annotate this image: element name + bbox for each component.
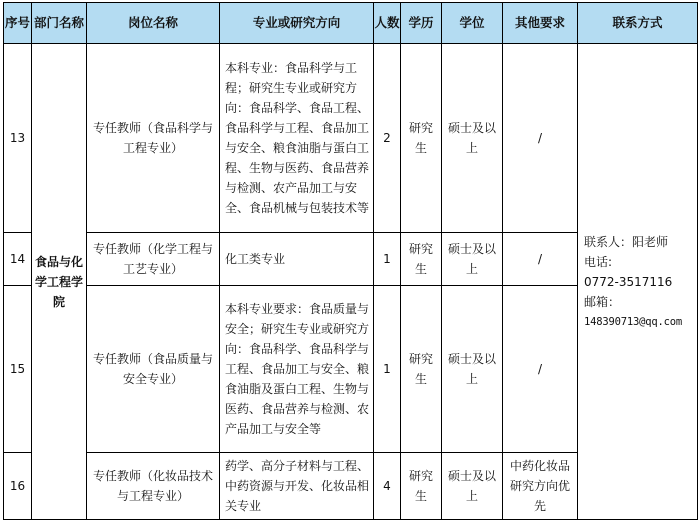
row-education: 研究生	[401, 453, 442, 520]
row-position: 专任教师（食品科学与工程专业）	[87, 44, 220, 233]
contact-cell	[578, 44, 698, 520]
row-major: 本科专业：食品科学与工程；研究生专业或研究方向：食品科学、食品工程、食品科学与工程、食品加工与安全、粮食油脂与蛋白工程、生物与医药、食品营养与检测、农产品加工与安全、食品机械与包装技术等	[220, 44, 374, 233]
header-position: 岗位名称	[87, 3, 220, 44]
recruitment-table	[3, 2, 698, 520]
row-position: 专任教师（化学工程与工艺专业）	[87, 233, 220, 286]
row-position: 专任教师（化妆品技术与工程专业）	[87, 453, 220, 520]
row-seq: 15	[4, 286, 32, 453]
contact-phone: 0772-3517116	[584, 274, 673, 289]
row-education: 研究生	[401, 44, 442, 233]
contact-email: 148390713@qq.com	[584, 315, 682, 328]
contact-phone-label: 电话:	[584, 254, 613, 269]
header-major: 专业或研究方向	[220, 3, 374, 44]
row-position: 专任教师（食品质量与安全专业）	[87, 286, 220, 453]
header-row	[4, 3, 698, 44]
row-count: 2	[374, 44, 401, 233]
row-seq: 16	[4, 453, 32, 520]
header-degree: 学位	[442, 3, 503, 44]
row-degree: 硕士及以上	[442, 453, 503, 520]
row-degree: 硕士及以上	[442, 286, 503, 453]
header-education: 学历	[401, 3, 442, 44]
row-other: /	[503, 44, 578, 233]
row-degree: 硕士及以上	[442, 44, 503, 233]
row-other: /	[503, 233, 578, 286]
header-contact: 联系方式	[578, 3, 698, 44]
row-count: 4	[374, 453, 401, 520]
row-count: 1	[374, 286, 401, 453]
department-name: 食品与化学工程学院	[32, 44, 87, 520]
header-count: 人数	[374, 3, 401, 44]
row-degree: 硕士及以上	[442, 233, 503, 286]
row-major: 药学、高分子材料与工程、中药资源与开发、化妆品相关专业	[220, 453, 374, 520]
row-education: 研究生	[401, 286, 442, 453]
row-education: 研究生	[401, 233, 442, 286]
contact-email-label: 邮箱：	[584, 294, 621, 309]
row-count: 1	[374, 233, 401, 286]
row-seq: 14	[4, 233, 32, 286]
row-other: 中药化妆品研究方向优先	[503, 453, 578, 520]
header-seq: 序号	[4, 3, 32, 44]
row-seq: 13	[4, 44, 32, 233]
table-row	[4, 44, 698, 233]
contact-person: 联系人：阳老师	[584, 234, 669, 249]
row-major: 本科专业要求：食品质量与安全；研究生专业或研究方向：食品科学、食品科学与工程、食品加工与安全、粮食油脂及蛋白工程、生物与医药、食品营养与检测、农产品加工与安全等	[220, 286, 374, 453]
row-other: /	[503, 286, 578, 453]
header-other: 其他要求	[503, 3, 578, 44]
header-dept: 部门名称	[32, 3, 87, 44]
row-major: 化工类专业	[220, 233, 374, 286]
